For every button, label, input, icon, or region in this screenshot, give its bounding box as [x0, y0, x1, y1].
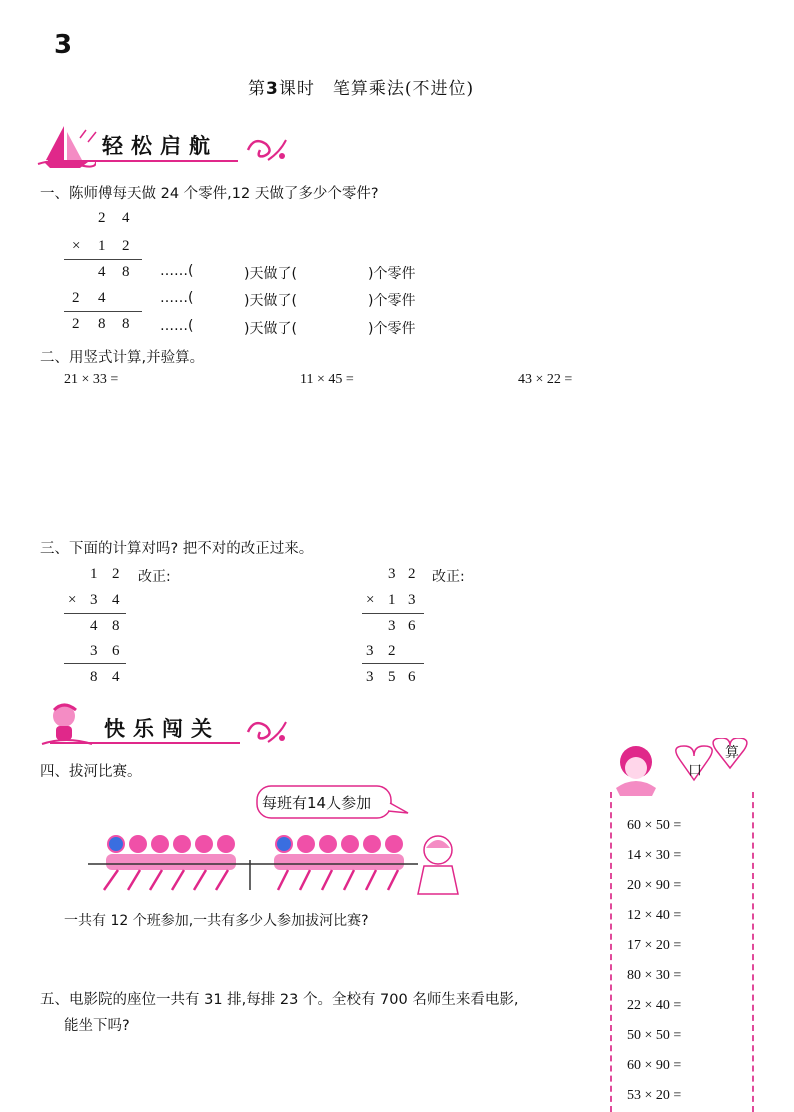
expression: 21 × 33 = — [64, 372, 119, 387]
times-sign: × — [366, 592, 375, 608]
oral-item: 53 × 20 = — [627, 1088, 682, 1103]
digit: 8 — [122, 264, 130, 280]
digit: 5 — [388, 669, 396, 685]
times-sign: × — [68, 592, 77, 608]
banner-underline — [48, 160, 238, 162]
digit: 8 — [98, 316, 106, 332]
lesson-number: 3 — [266, 79, 279, 99]
fill-text: )个零件 — [368, 266, 416, 282]
digit: 4 — [112, 669, 120, 685]
oral-item: 14 × 30 = — [627, 848, 682, 863]
question-3: 三、下面的计算对吗? 把不对的改正过来。 — [40, 541, 314, 557]
digit: 6 — [112, 643, 120, 659]
banner-underline — [50, 742, 240, 744]
digit: 3 — [366, 669, 374, 685]
digit: 2 — [388, 643, 396, 659]
digit: 8 — [112, 618, 120, 634]
expression: 43 × 22 = — [518, 372, 573, 387]
oral-item: 22 × 40 = — [627, 998, 682, 1013]
digit: 2 — [72, 316, 80, 332]
lesson-prefix: 第 — [248, 79, 266, 99]
digit: 3 — [366, 643, 374, 659]
calc-line — [64, 663, 126, 664]
correct-label: 改正: — [432, 569, 465, 585]
oral-item: 80 × 30 = — [627, 968, 682, 983]
bubble-text: 每班有14人参加 — [262, 794, 372, 812]
oral-item: 20 × 90 = — [627, 878, 682, 893]
digit: 2 — [72, 290, 80, 306]
digit: 8 — [122, 316, 130, 332]
question-5-line2: 能坐下吗? — [64, 1018, 130, 1034]
lesson-title — [248, 74, 474, 99]
digit: 2 — [408, 566, 416, 582]
digit: 3 — [388, 618, 396, 634]
digit: 4 — [90, 618, 98, 634]
fill-blank[interactable]: ……( — [160, 318, 194, 334]
oral-label-1: 口 — [688, 763, 702, 779]
swirl-icon — [240, 130, 290, 166]
oral-item: 60 × 90 = — [627, 1058, 682, 1073]
calc-line — [64, 259, 142, 260]
page-number: 3 — [54, 30, 73, 60]
digit: 3 — [388, 566, 396, 582]
calc-line — [362, 613, 424, 614]
digit: 1 — [90, 566, 98, 582]
fill-blank[interactable]: )天做了( — [244, 321, 297, 337]
section-banner-easy: 轻松启航 — [102, 134, 218, 158]
fill-blank[interactable]: )天做了( — [244, 266, 297, 282]
sparkle-icon — [76, 128, 102, 148]
section-banner-happy: 快乐闯关 — [104, 717, 220, 741]
digit: 6 — [408, 669, 416, 685]
oral-item: 60 × 50 = — [627, 818, 682, 833]
digit: 2 — [112, 566, 120, 582]
question-4: 四、拔河比赛。 — [40, 764, 142, 780]
digit: 1 — [98, 238, 106, 254]
digit: 2 — [122, 238, 130, 254]
swirl-icon — [240, 712, 290, 748]
oral-label-2: 算 — [725, 745, 739, 761]
expression: 11 × 45 = — [300, 372, 354, 387]
fill-blank[interactable]: )天做了( — [244, 293, 297, 309]
fill-text: )个零件 — [368, 293, 416, 309]
oral-item: 17 × 20 = — [627, 938, 682, 953]
correct-label: 改正: — [138, 569, 171, 585]
digit: 4 — [122, 210, 130, 226]
fill-blank[interactable]: ……( — [160, 263, 194, 279]
tug-of-war-illustration — [88, 830, 478, 896]
calc-line — [64, 613, 126, 614]
digit: 4 — [98, 290, 106, 306]
digit: 1 — [388, 592, 396, 608]
question-5: 五、电影院的座位一共有 31 排,每排 23 个。全校有 700 名师生来看电影, — [40, 992, 519, 1008]
fill-text: )个零件 — [368, 321, 416, 337]
lesson-suffix: 课时 笔算乘法(不进位) — [278, 79, 475, 99]
digit: 3 — [90, 643, 98, 659]
oral-item: 50 × 50 = — [627, 1028, 682, 1043]
digit: 4 — [112, 592, 120, 608]
fill-blank[interactable]: ……( — [160, 290, 194, 306]
digit: 8 — [90, 669, 98, 685]
digit: 3 — [408, 592, 416, 608]
work-area[interactable] — [40, 395, 600, 530]
question-2: 二、用竖式计算,并验算。 — [40, 350, 205, 366]
digit: 4 — [98, 264, 106, 280]
question-1: 一、陈师傅每天做 24 个零件,12 天做了多少个零件? — [40, 186, 379, 202]
calc-line — [64, 311, 142, 312]
calc-line — [362, 663, 424, 664]
digit: 2 — [98, 210, 106, 226]
question-4-prompt: 一共有 12 个班参加,一共有多少人参加拔河比赛? — [64, 913, 369, 929]
oral-item: 12 × 40 = — [627, 908, 682, 923]
times-sign: × — [72, 238, 81, 254]
digit: 6 — [408, 618, 416, 634]
digit: 3 — [90, 592, 98, 608]
